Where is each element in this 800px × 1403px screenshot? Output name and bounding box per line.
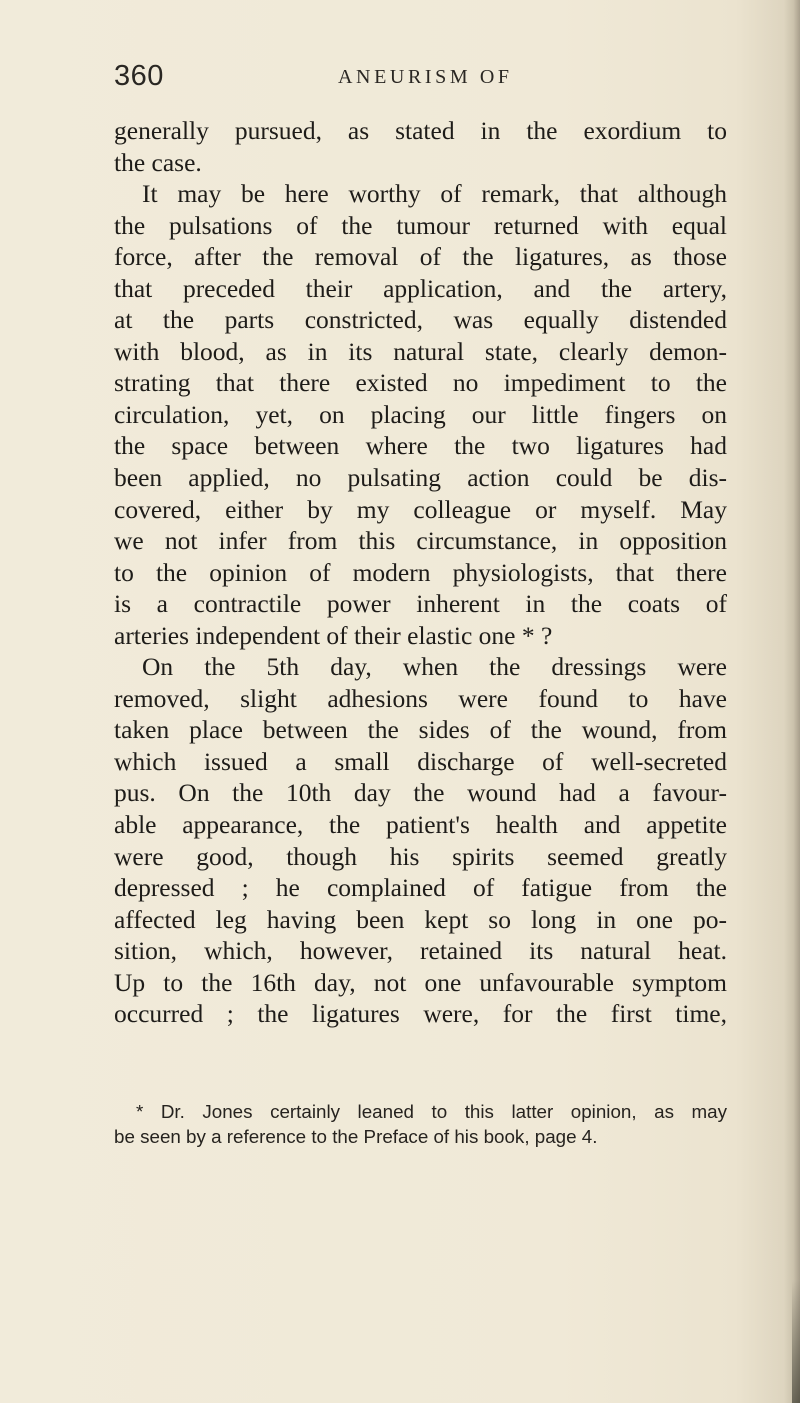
text-line: Up to the 16th day, not one unfavourable symptom [114, 967, 727, 997]
text-line: On the 5th day, when the dressings were [142, 652, 727, 682]
page-edge-dark [792, 1280, 800, 1403]
footnote-line: be seen by a reference to the Preface of his book, page 4. [114, 1125, 598, 1147]
text-line: covered, either by my colleague or myself. May [114, 494, 727, 524]
text-line: been applied, no pulsating action could be dis- [114, 463, 727, 493]
text-line: taken place between the sides of the wound, from [114, 715, 727, 745]
text-line: force, after the removal of the ligatures, as those [114, 242, 727, 272]
footnote-line: * Dr. Jones certainly leaned to this latter opinion, as may [136, 1101, 727, 1122]
text-line: arteries independent of their elastic one * ? [114, 620, 553, 650]
text-line: we not infer from this circumstance, in opposition [114, 526, 727, 556]
text-line: generally pursued, as stated in the exordium to [114, 116, 727, 145]
text-line: sition, which, however, retained its natural heat. [114, 936, 727, 966]
text-line: able appearance, the patient's health and appetite [114, 810, 727, 840]
text-line: that preceded their application, and the artery, [114, 273, 727, 303]
text-line: the pulsations of the tumour returned with equal [114, 210, 727, 240]
text-line: is a contractile power inherent in the coats of [114, 589, 727, 619]
text-line: the space between where the two ligatures had [114, 431, 727, 461]
text-line: with blood, as in its natural state, clearly demon- [114, 336, 727, 366]
text-line: depressed ; he complained of fatigue from the [114, 873, 727, 903]
text-line: which issued a small discharge of well-secreted [114, 746, 727, 776]
text-line: the case. [114, 147, 202, 177]
footnote [114, 1100, 727, 1149]
running-head: ANEURISM OF [338, 66, 513, 88]
text-line: It may be here worthy of remark, that although [142, 179, 727, 209]
text-line: to the opinion of modern physiologists, that there [114, 557, 727, 587]
text-line: removed, slight adhesions were found to have [114, 683, 727, 713]
text-line: affected leg having been kept so long in one po- [114, 904, 727, 934]
text-line: strating that there existed no impediment to the [114, 368, 727, 398]
page-edge-shadow [784, 0, 800, 1403]
text-line: were good, though his spirits seemed greatly [114, 841, 727, 871]
text-line: occurred ; the ligatures were, for the first time, [114, 999, 727, 1029]
text-line: pus. On the 10th day the wound had a favour- [114, 778, 727, 808]
page-header [114, 60, 734, 100]
body-text [114, 115, 727, 1030]
text-line: at the parts constricted, was equally distended [114, 305, 727, 335]
page-number: 360 [114, 60, 164, 92]
text-line: circulation, yet, on placing our little fingers on [114, 399, 727, 429]
